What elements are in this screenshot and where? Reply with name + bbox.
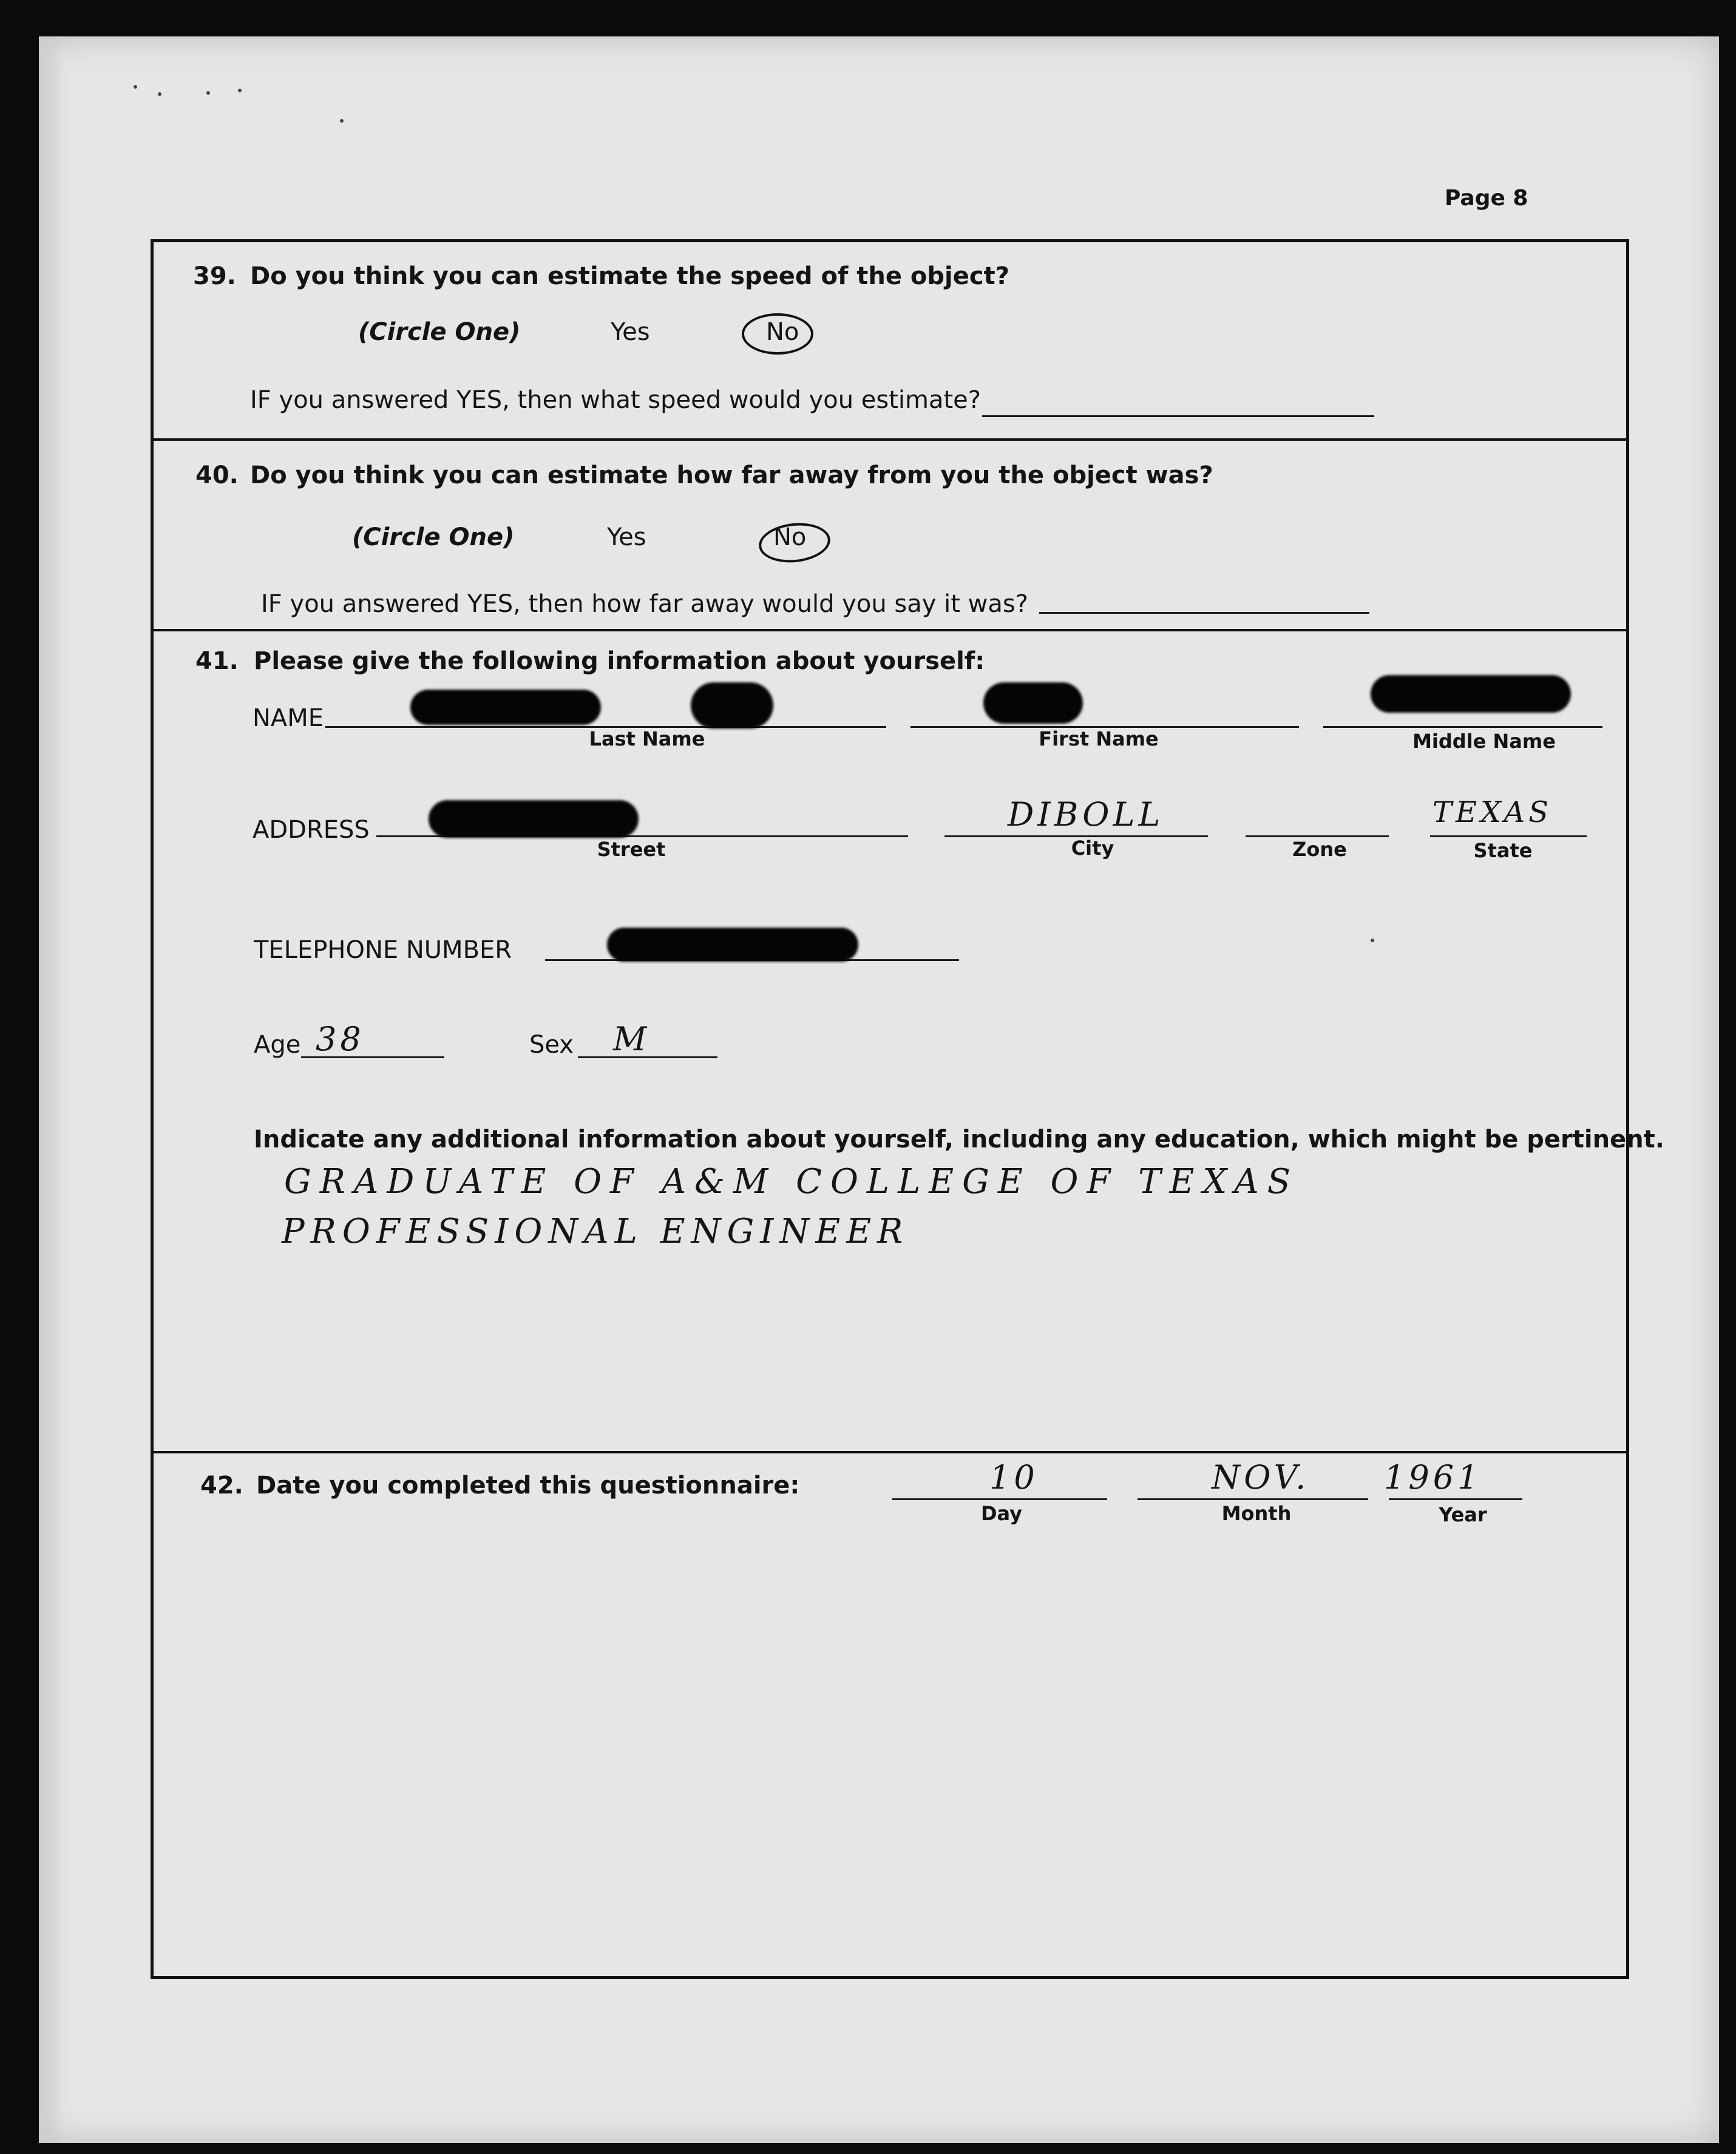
question-number: 42. [200,1472,243,1500]
scan-speck [340,119,344,123]
redaction-mark [1371,675,1571,713]
month-value: NOV. [1212,1458,1310,1497]
question-text: Do you think you can estimate how far away from you the object was? [250,461,1213,489]
question-number: 41. [195,647,239,675]
city-caption: City [1071,837,1114,860]
sex-label: Sex [529,1031,574,1059]
redaction-mark [607,928,858,962]
question-number: 39. [193,262,236,290]
state-value: TEXAS [1433,795,1553,829]
section-divider [151,438,1629,441]
zone-line[interactable] [1246,835,1389,837]
page-number: Page 8 [1445,186,1528,211]
last-name-caption: Last Name [589,727,705,750]
scan-speck [158,92,161,96]
followup-text: IF you answered YES, then how far away would you say it was? [261,590,1028,618]
middle-name-caption: Middle Name [1412,730,1556,753]
scan-speck [134,85,137,89]
address-label: ADDRESS [253,816,370,844]
name-label: NAME [253,704,324,732]
section-divider [151,629,1629,631]
option-yes[interactable]: Yes [611,318,650,346]
city-value: DIBOLL [1008,795,1164,834]
section-divider [151,1451,1629,1453]
scan-speck [238,89,242,92]
state-caption: State [1473,839,1533,862]
circle-instruction: (Circle One) [358,318,521,346]
day-line[interactable] [892,1498,1107,1500]
first-name-caption: First Name [1039,727,1159,750]
questionnaire-form [151,239,1629,1979]
month-caption: Month [1221,1502,1292,1525]
question-text: Do you think you can estimate the speed of the object? [250,262,1009,290]
question-text: Date you completed this questionnaire: [256,1472,800,1500]
question-text: Please give the following information about yourself: [254,647,985,675]
redaction-mark [983,682,1083,724]
circle-instruction: (Circle One) [352,523,515,551]
year-value: 1961 [1384,1458,1482,1497]
month-line[interactable] [1138,1498,1368,1500]
age-value: 38 [316,1020,365,1058]
option-no[interactable]: No [773,523,807,551]
age-label: Age [254,1031,301,1059]
additional-info-line-1: GRADUATE OF A&M COLLEGE OF TEXAS [284,1162,1300,1201]
question-number: 40. [195,461,239,489]
additional-info-line-2: PROFESSIONAL ENGINEER [282,1212,909,1251]
speed-answer-line[interactable] [982,415,1374,417]
additional-info-prompt: Indicate any additional information about yourself, including any education, which might be pertinent. [254,1126,1664,1153]
zone-caption: Zone [1292,838,1347,861]
redaction-mark [691,682,773,729]
year-line[interactable] [1389,1498,1522,1500]
street-caption: Street [597,838,666,861]
state-line[interactable] [1430,835,1587,837]
day-caption: Day [980,1502,1023,1525]
option-no[interactable]: No [766,318,799,346]
paper-edge [39,36,63,2143]
sex-value: M [613,1020,651,1058]
middle-name-line[interactable] [1323,726,1602,728]
telephone-label: TELEPHONE NUMBER [254,936,512,964]
year-caption: Year [1439,1503,1487,1526]
day-value: 10 [989,1458,1039,1497]
redaction-mark [429,800,639,838]
distance-answer-line[interactable] [1039,612,1369,614]
redaction-mark [410,690,601,725]
option-yes[interactable]: Yes [607,523,646,551]
followup-text: IF you answered YES, then what speed would you estimate? [250,386,982,414]
scan-speck [206,91,210,95]
